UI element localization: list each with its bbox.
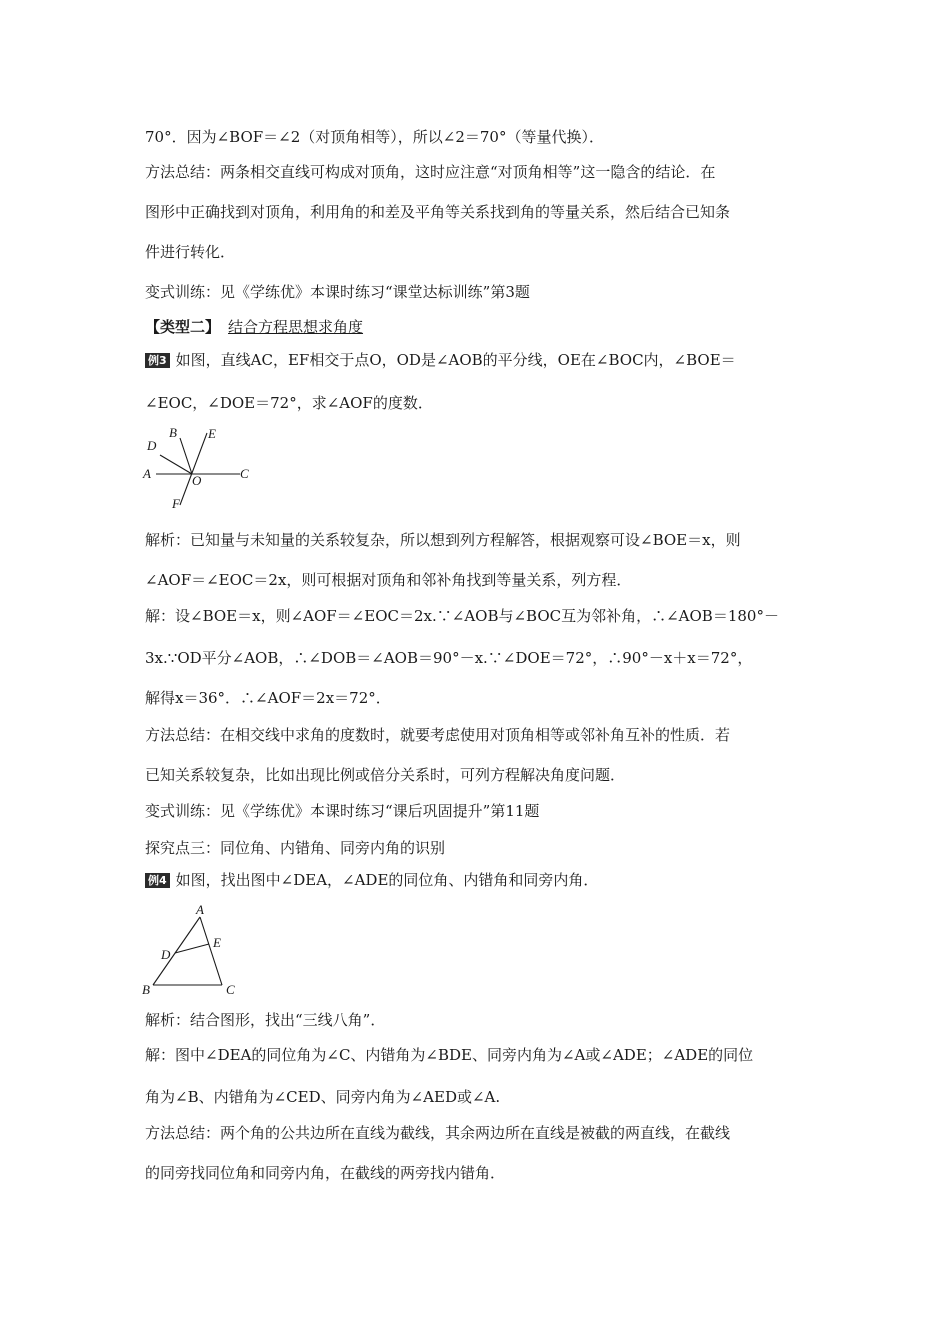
figure-intersecting-lines bbox=[140, 425, 260, 515]
text-line: 件进行转化． bbox=[145, 243, 236, 261]
variant-training: 变式训练：见《学练优》本课时练习“课后巩固提升”第11题 bbox=[145, 802, 540, 820]
example-badge: 例3 bbox=[145, 353, 170, 368]
analysis: 解析：结合图形，找出“三线八角”． bbox=[145, 1011, 386, 1029]
text-line: ∠AOF＝∠EOC＝2x，则可根据对顶角和邻补角找到等量关系，列方程． bbox=[145, 571, 632, 589]
type-heading bbox=[145, 317, 363, 337]
text-line: 图形中正确找到对顶角，利用角的和差及平角等关系找到角的等量关系，然后结合已知条 bbox=[145, 203, 731, 221]
text-line: 3x.∵OD平分∠AOB，∴∠DOB＝∠AOB＝90°－x.∵∠DOE＝72°，∴90°－x＋x＝72°， bbox=[145, 649, 753, 667]
label-F: F bbox=[172, 496, 180, 511]
section-heading: 探究点三：同位角、内错角、同旁内角的识别 bbox=[145, 839, 446, 857]
label-B: B bbox=[142, 982, 150, 997]
solution: 解：设∠BOE＝x，则∠AOF＝∠EOC＝2x.∵∠AOB与∠BOC互为邻补角，∴∠AOB＝180°－ bbox=[145, 607, 779, 625]
label-E: E bbox=[213, 935, 221, 950]
example-badge: 例4 bbox=[145, 873, 170, 888]
solution: 解：图中∠DEA的同位角为∠C、内错角为∠BDE、同旁内角为∠A或∠ADE；∠ADE的同位 bbox=[145, 1046, 754, 1064]
text-line: 已知关系较复杂，比如出现比例或倍分关系时，可列方程解决角度问题． bbox=[145, 766, 626, 784]
label-D: D bbox=[161, 947, 171, 962]
label-A: A bbox=[196, 902, 204, 917]
analysis: 解析：已知量与未知量的关系较复杂，所以想到列方程解答，根据观察可设∠BOE＝x，则 bbox=[145, 531, 741, 549]
label-C: C bbox=[240, 466, 249, 481]
label-D: D bbox=[147, 438, 157, 453]
example-4-question: 例4 如图，找出图中∠DEA，∠ADE的同位角、内错角和同旁内角． bbox=[145, 870, 598, 890]
text-line: ∠EOC，∠DOE＝72°，求∠AOF的度数． bbox=[145, 394, 433, 412]
label-A: A bbox=[143, 466, 151, 481]
variant-training: 变式训练：见《学练优》本课时练习“课堂达标训练”第3题 bbox=[145, 283, 530, 301]
method-summary: 方法总结：两个角的公共边所在直线为截线，其余两边所在直线是被截的两直线，在截线 bbox=[145, 1124, 731, 1142]
text-line: 解得x＝36°．∴∠AOF＝2x＝72°． bbox=[145, 689, 391, 707]
text-line: 的同旁找同位角和同旁内角，在截线的两旁找内错角． bbox=[145, 1164, 506, 1182]
text-line: 70°．因为∠BOF＝∠2（对顶角相等），所以∠2＝70°（等量代换）． bbox=[145, 128, 604, 146]
method-summary: 方法总结：两条相交直线可构成对顶角，这时应注意“对顶角相等”这一隐含的结论．在 bbox=[145, 163, 716, 181]
label-B: B bbox=[169, 425, 177, 440]
label-E: E bbox=[208, 426, 216, 441]
figure-triangle bbox=[140, 900, 250, 1000]
type-title: 结合方程思想求角度 bbox=[228, 318, 364, 336]
label-C: C bbox=[226, 982, 235, 997]
method-summary: 方法总结：在相交线中求角的度数时，就要考虑使用对顶角相等或邻补角互补的性质．若 bbox=[145, 726, 731, 744]
text-line: 角为∠B、内错角为∠CED、同旁内角为∠AED或∠A. bbox=[145, 1088, 501, 1106]
type-tag: 【类型二】 bbox=[145, 318, 221, 336]
example-3-question: 例3 如图，直线AC，EF相交于点O，OD是∠AOB的平分线，OE在∠BOC内，∠BOE＝ bbox=[145, 350, 736, 370]
label-O: O bbox=[192, 473, 202, 488]
